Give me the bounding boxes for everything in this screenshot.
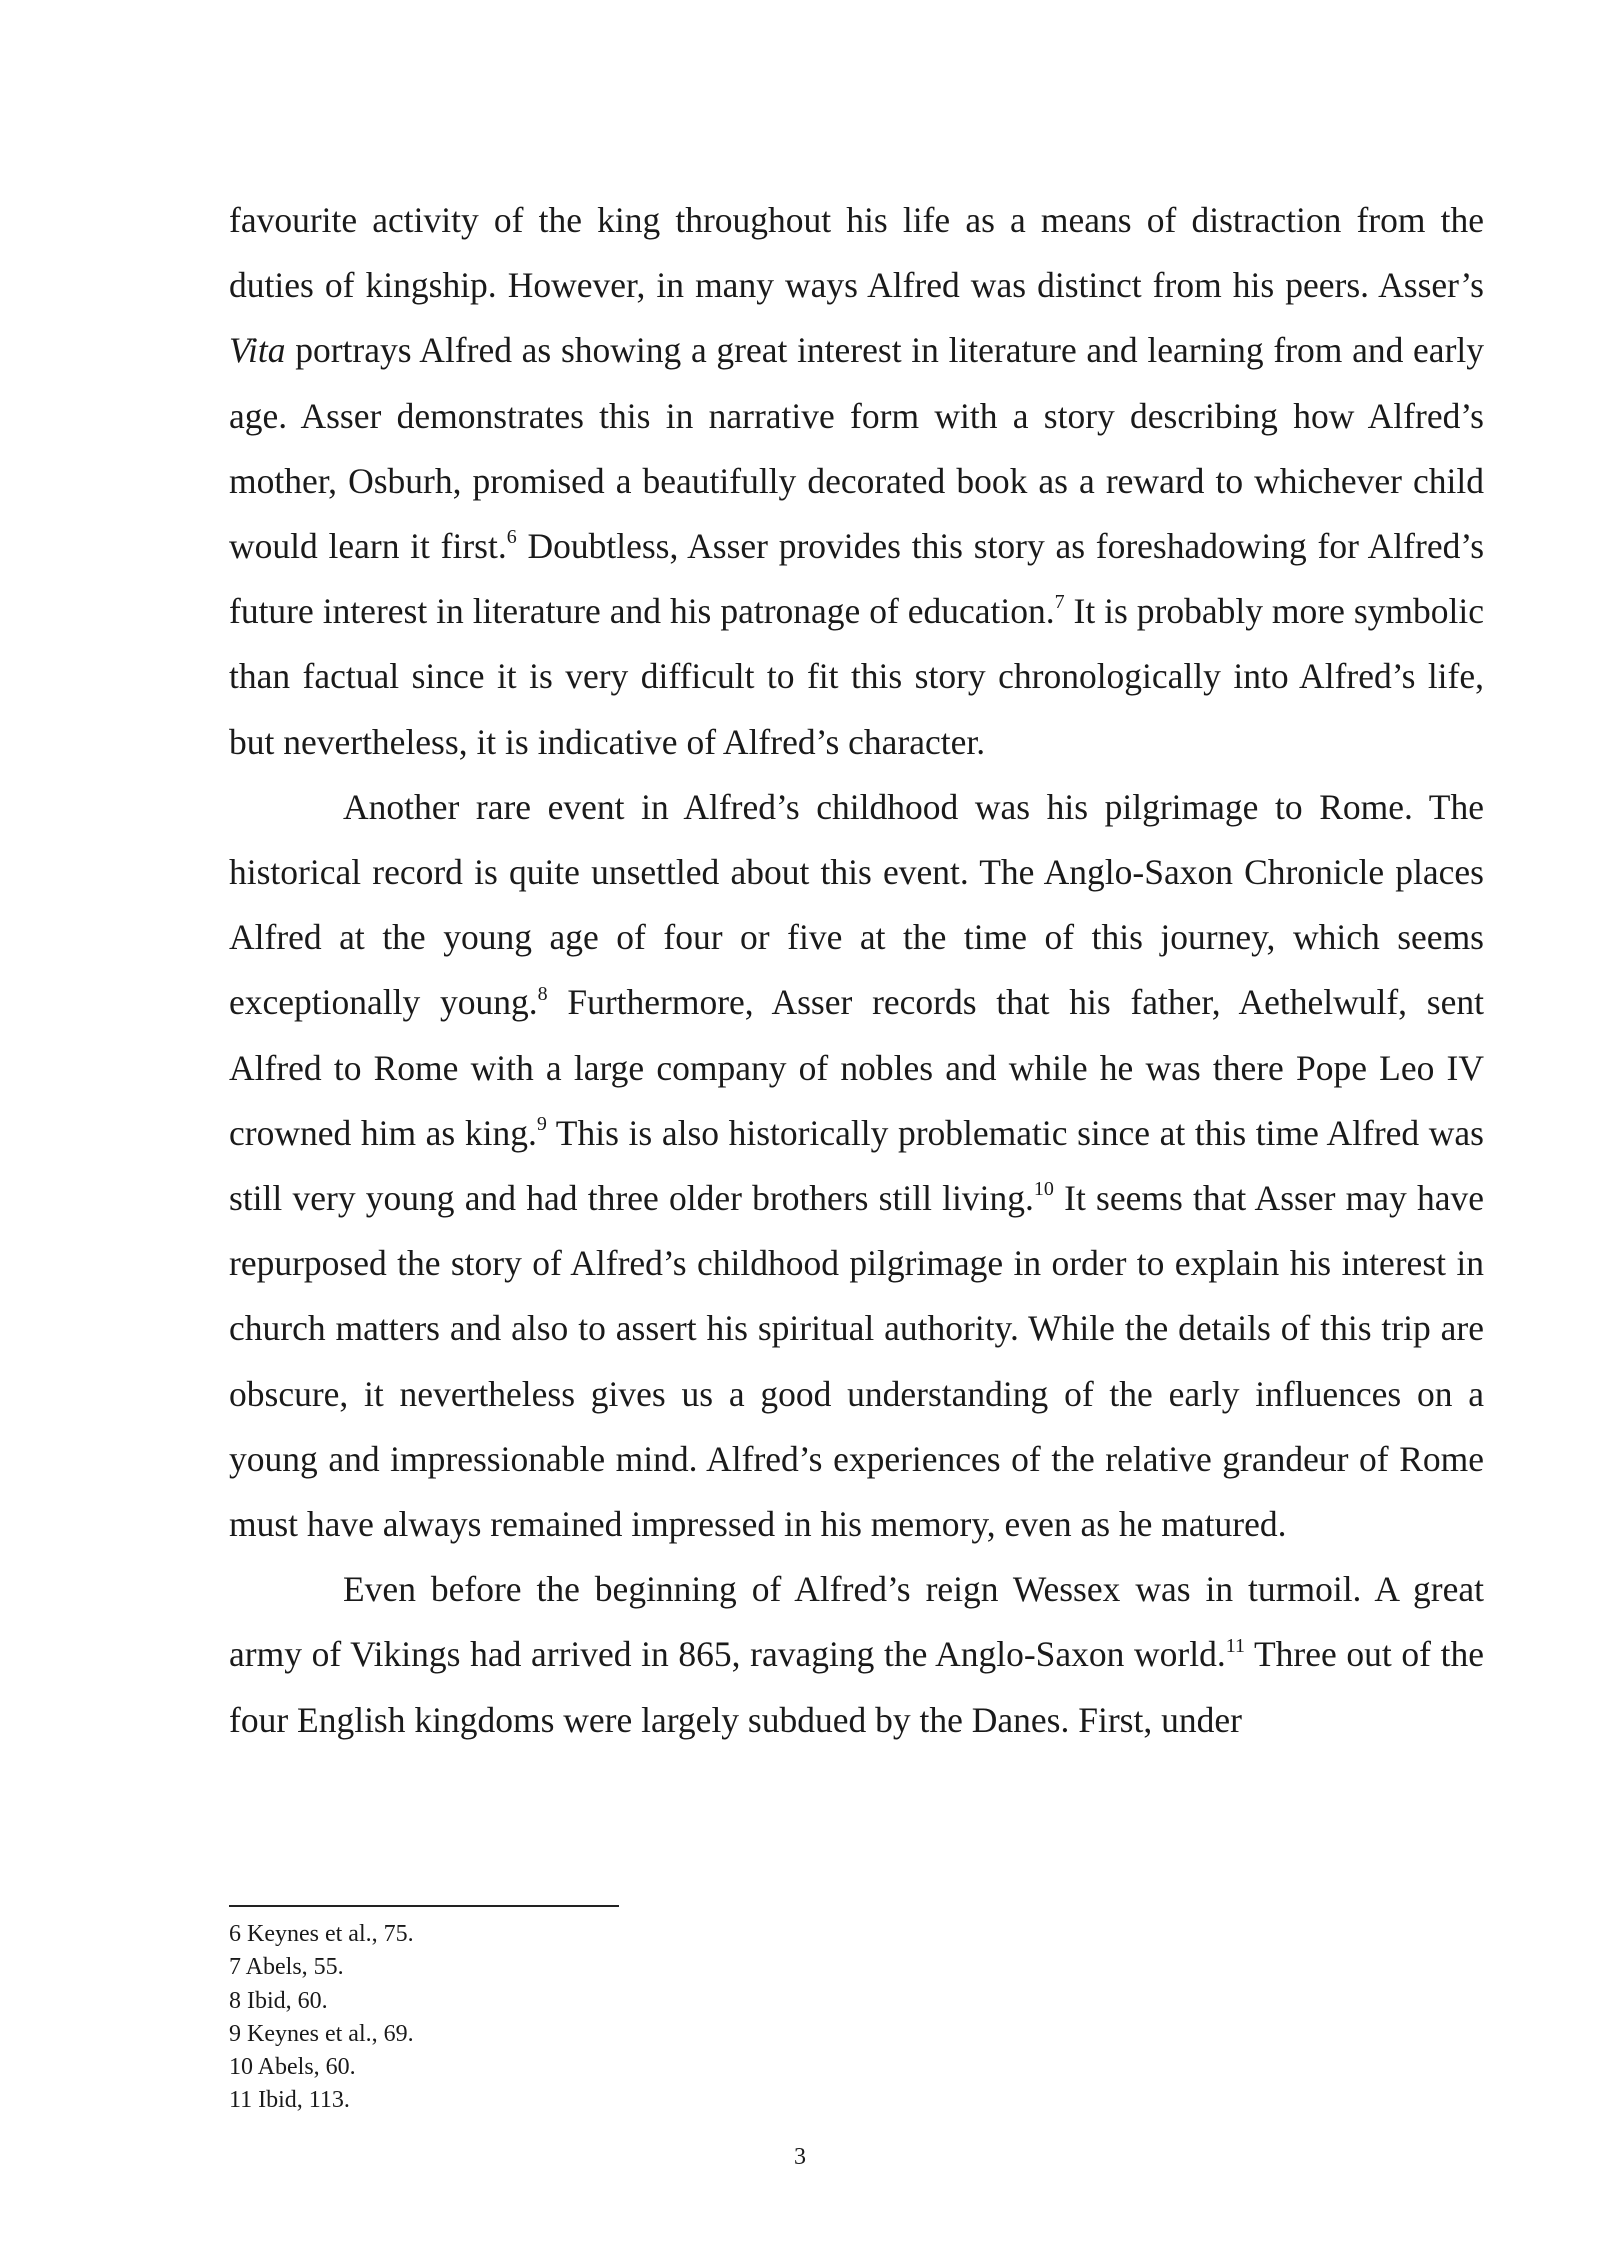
page-number: 3	[794, 2144, 806, 2170]
paragraph	[229, 1557, 1484, 1753]
footnote: 7 Abels, 55.	[229, 1954, 344, 1981]
footnote-reference: 8	[537, 982, 548, 1005]
text-run: Even before the beginning of Alfred’s reign Wessex was in turmoil. A great army of Vikings had arrived in 865, ravaging the Anglo-Saxon world.	[229, 1569, 1484, 1675]
text-run: This is also historically problematic since at this time Alfred was still very young and had three older brothers still living.	[229, 1112, 1484, 1219]
text-run: Another rare event in Alfred’s childhood was his pilgrimage to Rome. The historical record is quite unsettled about this event. The Anglo-Saxon Chronicle places Alfred at the young age of four or five at the time of this journey, which seems exceptionally young.	[229, 786, 1484, 1023]
text-run: portrays Alfred as showing a great interest in literature and learning from and early age. Asser demonstrates this in narrative form with a story describing how Alfred’s mother, Osburh, promised a beautifully decorated book as a reward to whichever child would learn it first.	[229, 330, 1484, 567]
footnote: 9 Keynes et al., 69.	[229, 2020, 414, 2047]
paragraph	[229, 775, 1484, 1557]
text-run: Doubtless, Asser provides this story as foreshadowing for Alfred’s future interest in literature and his patronage of education.	[229, 526, 1485, 632]
footnote-reference: 6	[506, 526, 517, 549]
italic-text: Vita	[229, 330, 286, 371]
footnote-separator	[229, 1905, 619, 1907]
footnote-reference: 9	[536, 1113, 547, 1136]
footnote-reference: 11	[1225, 1634, 1245, 1657]
footnote: 11 Ibid, 113.	[229, 2087, 350, 2114]
paragraph	[229, 188, 1484, 775]
footnote: 10 Abels, 60.	[229, 2054, 356, 2081]
text-run: It seems that Asser may have repurposed the story of Alfred’s childhood pilgrimage in order to explain his interest in church matters and also to assert his spiritual authority. While the details of this trip are obscure, it nevertheless gives us a good understanding of the early influences on a young and impressionable mind. Alfred’s experiences of the relative grandeur of Rome must have always remained impressed in his memory, even as he matured.	[229, 1178, 1484, 1545]
body-text	[229, 188, 1484, 1753]
text-run: Furthermore, Asser records that his father, Aethelwulf, sent Alfred to Rome with a large company of nobles and while he was there Pope Leo IV crowned him as king.	[229, 982, 1484, 1153]
text-run: Three out of the four English kingdoms were largely subdued by the Danes. First, under	[229, 1634, 1484, 1740]
text-run: favourite activity of the king throughout his life as a means of distraction from the duties of kingship. However, in many ways Alfred was distinct from his peers. Asser’s	[229, 200, 1484, 306]
footnotes	[229, 1918, 1129, 2118]
footnote: 6 Keynes et al., 75.	[229, 1921, 414, 1947]
footnote-reference: 7	[1054, 591, 1065, 614]
text-run: It is probably more symbolic than factual since it is very difficult to fit this story chronologically into Alfred’s life, but nevertheless, it is indicative of Alfred’s character.	[229, 591, 1484, 762]
footnote-reference: 10	[1033, 1178, 1054, 1201]
footnote: 8 Ibid, 60.	[229, 1987, 328, 2014]
